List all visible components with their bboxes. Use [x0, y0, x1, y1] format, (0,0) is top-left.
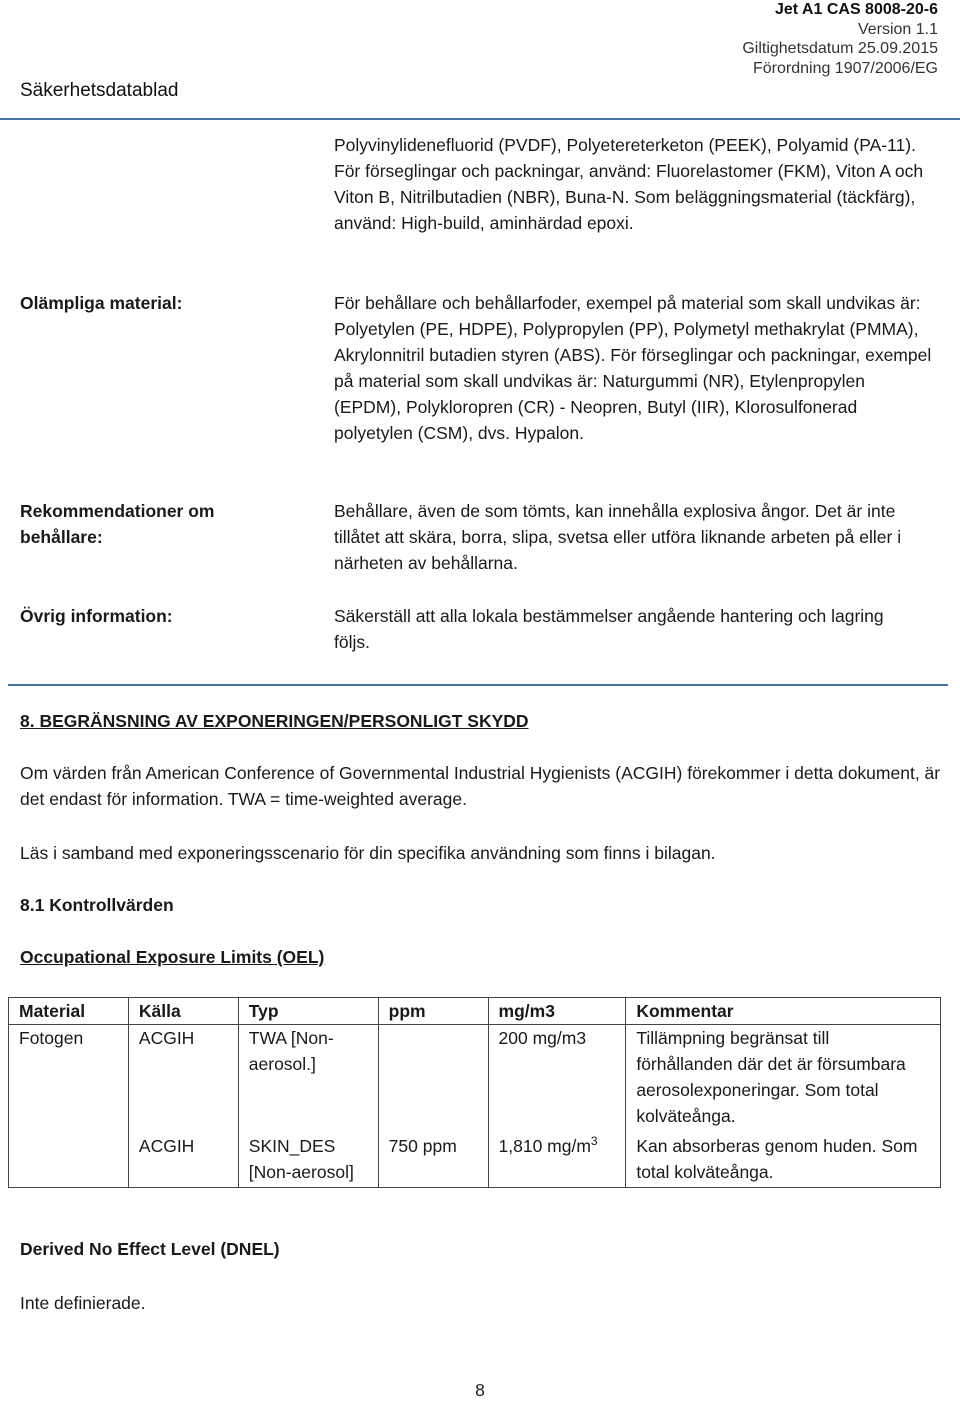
cell-ppm: [378, 1025, 488, 1132]
container-recommendations-value: Behållare, även de som tömts, kan innehålla explosiva ångor. Det är inte tillåtet att skära, borra, slipa, svetsa eller utföra liknande arbeten på eller i närheten av behållarna.: [334, 501, 902, 573]
cell-type: SKIN_DES [Non-aerosol]: [238, 1131, 378, 1188]
other-information-value: Säkerställ att alla lokala bestämmelser angående hantering och lagring följs.: [334, 606, 884, 652]
version: Version 1.1: [857, 20, 938, 38]
column-header-type: Typ: [238, 998, 378, 1025]
cell-ppm: 750 ppm: [378, 1131, 488, 1188]
control-values-heading: 8.1 Kontrollvärden: [20, 895, 174, 915]
cell-material: [9, 1131, 129, 1188]
cell-type: TWA [Non-aerosol.]: [238, 1025, 378, 1132]
document-title: Säkerhetsdatablad: [20, 80, 179, 101]
column-header-comment: Kommentar: [626, 998, 941, 1025]
table-row: [9, 1131, 941, 1188]
cell-mgm3: [488, 1131, 626, 1188]
column-header-source: Källa: [128, 998, 238, 1025]
dnel-heading: Derived No Effect Level (DNEL): [20, 1239, 280, 1259]
section8-heading: 8. BEGRÄNSNING AV EXPONERINGEN/PERSONLIGT SKYDD: [20, 711, 529, 731]
unsuitable-materials-value: För behållare och behållarfoder, exempel på material som skall undvikas är: Polyetylen (PE, HDPE), Polypropylen (PP), Polymetyl methakrylat (PMMA), Akrylonnitril butadien styren (ABS). För förseglingar och packningar, exempel på material som skall undvikas är: Naturgummi (NR), Etylenpropylen (EPDM), Polykloropren (CR) - Neopren, Butyl (IIR), Klorosulfonerad polyetylen (CSM), dvs. Hypalon.: [334, 293, 932, 443]
cell-comment: Tillämpning begränsat till förhållanden där det är försumbara aerosolexponeringar. Som total kolväteånga.: [626, 1025, 941, 1132]
cell-mgm3: 200 mg/m3: [488, 1025, 626, 1132]
column-header-ppm: ppm: [378, 998, 488, 1025]
oel-table: [8, 997, 941, 1188]
document-header-meta: [742, 0, 938, 78]
cell-comment: Kan absorberas genom huden. Som total kolväteånga.: [626, 1131, 941, 1188]
section8-scenario-note: Läs i samband med exponeringsscenario för din specifika användning som finns i bilagan.: [20, 843, 716, 863]
cell-source: ACGIH: [128, 1131, 238, 1188]
cell-material: Fotogen: [9, 1025, 129, 1132]
header-divider: [0, 118, 960, 120]
oel-heading: Occupational Exposure Limits (OEL): [20, 947, 325, 967]
container-recommendations-label: Rekommendationer om behållare:: [20, 501, 215, 547]
cell-source: ACGIH: [128, 1025, 238, 1132]
dnel-value: Inte definierade.: [20, 1293, 146, 1313]
section7-intro-text: Polyvinylidenefluorid (PVDF), Polyetereterketon (PEEK), Polyamid (PA-11). För förseglingar och packningar, använd: Fluorelastomer (FKM), Viton A och Viton B, Nitrilbutadien (NBR), Buna-N. Som beläggningsmaterial (täckfärg), använd: High-build, aminhärdad epoxi.: [334, 135, 924, 233]
other-information-label: Övrig information:: [20, 606, 173, 626]
table-header-row: [9, 998, 941, 1025]
section8-acgih-note: Om värden från American Conference of Governmental Industrial Hygienists (ACGIH) förekommer i detta dokument, är det endast för information. TWA = time-weighted average.: [20, 763, 941, 809]
column-header-mgm3: mg/m3: [488, 998, 626, 1025]
page-number: 8: [475, 1380, 485, 1400]
product-name: Jet A1 CAS 8008-20-6: [774, 1, 938, 18]
regulation: Förordning 1907/2006/EG: [752, 59, 938, 77]
mgm3-exponent: 3: [590, 1134, 598, 1149]
validity-date: Giltighetsdatum 25.09.2015: [742, 40, 938, 57]
section-divider: [8, 684, 948, 686]
mgm3-value: 1,810 mg/m: [498, 1136, 591, 1156]
column-header-material: Material: [9, 998, 129, 1025]
table-row: [9, 1025, 941, 1132]
unsuitable-materials-label: Olämpliga material:: [20, 293, 183, 313]
